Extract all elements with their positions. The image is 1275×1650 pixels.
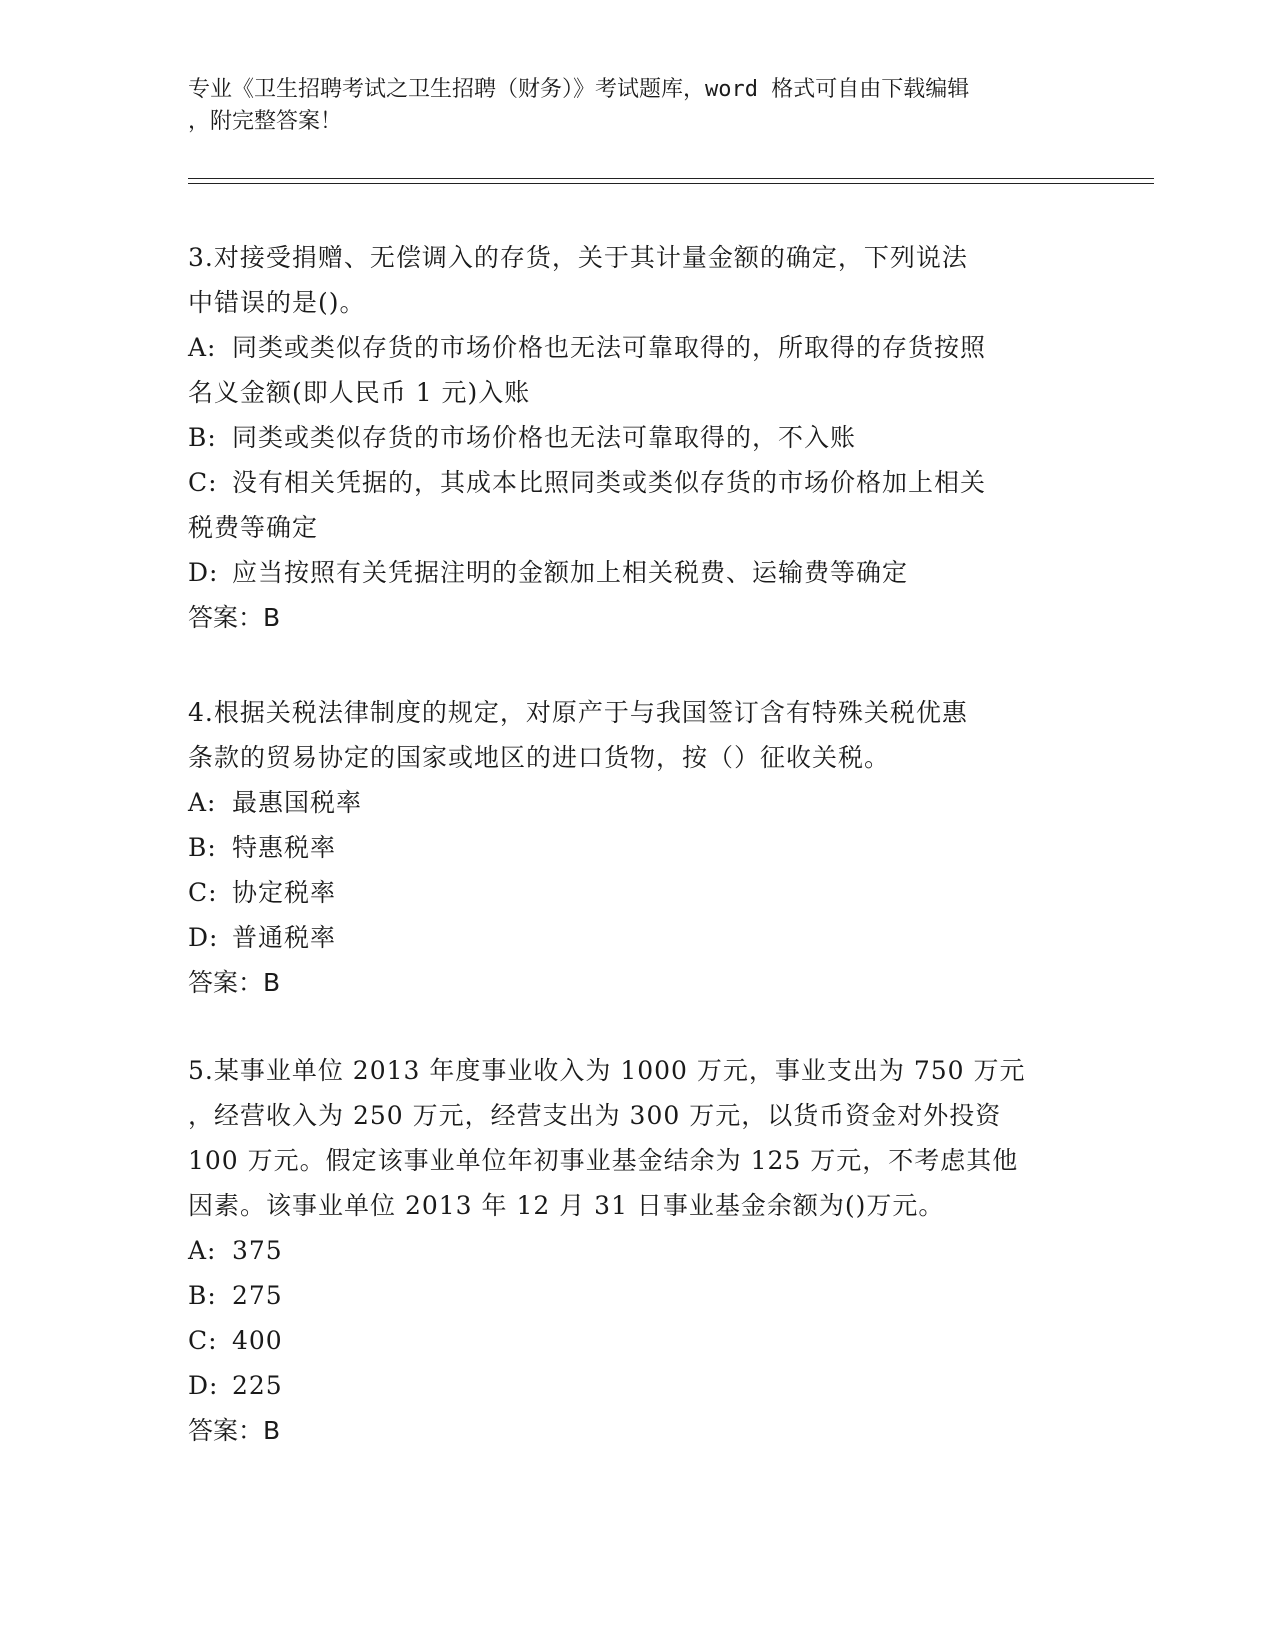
question-5	[188, 1048, 1088, 1453]
option-text-line: 400	[232, 1326, 283, 1355]
header-divider-bottom	[188, 183, 1154, 184]
question-text-line: 中错误的是()。	[188, 288, 366, 317]
question-text-line: 4.根据关税法律制度的规定，对原产于与我国签订含有特殊关税优惠	[188, 698, 968, 727]
question-text-line: 100 万元。假定该事业单位年初事业基金结余为 125 万元，不考虑其他	[188, 1146, 1019, 1175]
answer-line: 答案：B	[188, 603, 281, 632]
document-header	[188, 74, 1068, 138]
question-4	[188, 690, 1088, 1005]
option-letter: A:	[188, 333, 217, 362]
option-text-line: 名义金额(即人民币 1 元)入账	[188, 378, 531, 407]
option-b	[188, 825, 1088, 870]
option-letter: B:	[188, 833, 217, 862]
option-text-line: 同类或类似存货的市场价格也无法可靠取得的，不入账	[232, 423, 857, 452]
option-c	[188, 460, 1088, 505]
option-letter: C:	[188, 878, 218, 907]
option-text-line: 最惠国税率	[232, 788, 363, 817]
header-line-1: 专业《卫生招聘考试之卫生招聘（财务）》考试题库，word 格式可自由下载编辑	[188, 77, 970, 102]
option-c	[188, 870, 1088, 915]
option-letter: B:	[188, 423, 217, 452]
header-divider-top	[188, 178, 1154, 179]
option-text-line: 应当按照有关凭据注明的金额加上相关税费、运输费等确定	[232, 558, 909, 587]
option-text-line: 税费等确定	[188, 513, 319, 542]
option-letter: D:	[188, 558, 219, 587]
option-text-line: 特惠税率	[232, 833, 337, 862]
option-letter: C:	[188, 1326, 218, 1355]
option-text-line: 275	[232, 1281, 283, 1310]
question-text-line: 3.对接受捐赠、无偿调入的存货，关于其计量金额的确定，下列说法	[188, 243, 968, 272]
option-a	[188, 325, 1088, 370]
option-b	[188, 1273, 1088, 1318]
option-letter: D:	[188, 923, 219, 952]
option-text-line: 协定税率	[232, 878, 337, 907]
answer-line: 答案：B	[188, 968, 281, 997]
option-letter: A:	[188, 788, 217, 817]
option-a	[188, 780, 1088, 825]
option-d	[188, 550, 1088, 595]
option-letter: A:	[188, 1236, 217, 1265]
option-text-line: 375	[232, 1236, 283, 1265]
answer-line: 答案：B	[188, 1416, 281, 1445]
option-letter: C:	[188, 468, 218, 497]
option-text-line: 同类或类似存货的市场价格也无法可靠取得的，所取得的存货按照	[232, 333, 987, 362]
option-letter: B:	[188, 1281, 217, 1310]
option-text-line: 225	[232, 1371, 283, 1400]
question-text-line: 5.某事业单位 2013 年度事业收入为 1000 万元，事业支出为 750 万元	[188, 1056, 1026, 1085]
option-a-continued	[188, 370, 1088, 415]
question-3	[188, 235, 1088, 640]
question-text-line: 因素。该事业单位 2013 年 12 月 31 日事业基金余额为()万元。	[188, 1191, 945, 1220]
option-text-line: 没有相关凭据的，其成本比照同类或类似存货的市场价格加上相关	[232, 468, 987, 497]
option-a	[188, 1228, 1088, 1273]
option-c	[188, 1318, 1088, 1363]
question-text-line: ，经营收入为 250 万元，经营支出为 300 万元，以货币资金对外投资	[188, 1101, 1002, 1130]
option-c-continued	[188, 505, 1088, 550]
option-d	[188, 915, 1088, 960]
option-b	[188, 415, 1088, 460]
option-text-line: 普通税率	[232, 923, 337, 952]
option-d	[188, 1363, 1088, 1408]
question-text-line: 条款的贸易协定的国家或地区的进口货物，按（）征收关税。	[188, 743, 891, 772]
header-line-2: ，附完整答案！	[188, 109, 343, 134]
option-letter: D:	[188, 1371, 219, 1400]
